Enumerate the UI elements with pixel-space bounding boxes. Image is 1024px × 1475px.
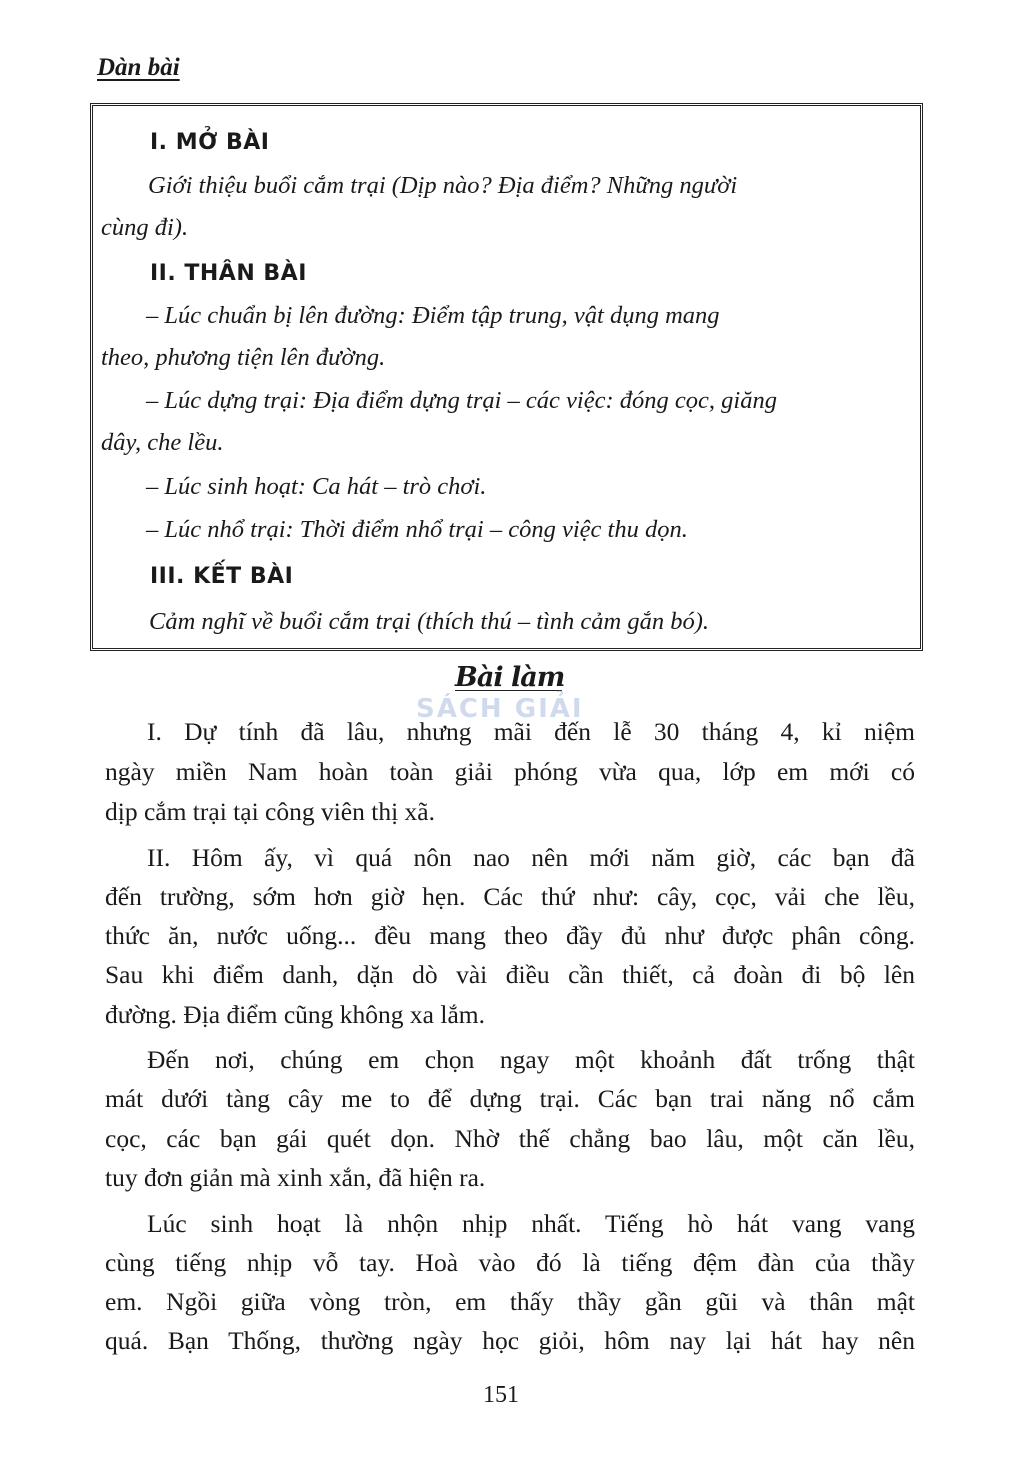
essay-line: đến trường, sớm hơn giờ hẹn. Các thứ như: cây, cọc, vải che lều, bbox=[105, 882, 915, 911]
heading-than-bai: II. THÂN BÀI bbox=[150, 261, 307, 286]
outline-line: – Lúc dựng trại: Địa điểm dựng trại – các việc: đóng cọc, giăng bbox=[146, 387, 777, 414]
outline-line: Cảm nghĩ về buổi cắm trại (thích thú – tình cảm gắn bó). bbox=[149, 608, 710, 635]
essay-line: I. Dự tính đã lâu, nhưng mãi đến lễ 30 tháng 4, kỉ niệm bbox=[147, 717, 915, 746]
essay-line: tuy đơn giản mà xinh xắn, đã hiện ra. bbox=[105, 1163, 486, 1192]
essay-line: em. Ngồi giữa vòng tròn, em thấy thầy gần gũi và thân mật bbox=[105, 1287, 915, 1316]
outline-line: – Lúc nhổ trại: Thời điểm nhổ trại – công việc thu dọn. bbox=[146, 516, 688, 543]
outline-line: dây, che lều. bbox=[101, 429, 224, 456]
essay-line: II. Hôm ấy, vì quá nôn nao nên mới năm giờ, các bạn đã bbox=[147, 843, 915, 872]
outline-line: theo, phương tiện lên đường. bbox=[101, 344, 386, 371]
outline-line: Giới thiệu buổi cắm trại (Dịp nào? Địa điểm? Những người bbox=[148, 172, 738, 199]
watermark: SÁCH GIẢI bbox=[416, 694, 584, 724]
essay-line: đường. Địa điểm cũng không xa lắm. bbox=[105, 1000, 485, 1029]
essay-line: thức ăn, nước uống... đều mang theo đầy đủ như được phân công. bbox=[105, 921, 915, 950]
page-number: 151 bbox=[483, 1382, 519, 1408]
essay-line: Đến nơi, chúng em chọn ngay một khoảnh đất trống thật bbox=[147, 1045, 915, 1074]
essay-line: quá. Bạn Thống, thường ngày học giỏi, hôm nay lại hát hay nên bbox=[105, 1326, 915, 1355]
heading-ket-bai: III. KẾT BÀI bbox=[150, 564, 294, 589]
essay-line: cùng tiếng nhịp vỗ tay. Hoà vào đó là tiếng đệm đàn của thầy bbox=[105, 1248, 915, 1277]
essay-line: dịp cắm trại tại công viên thị xã. bbox=[105, 797, 435, 826]
essay-line: mát dưới tàng cây me to để dựng trại. Các bạn trai năng nổ cắm bbox=[105, 1084, 915, 1113]
essay-title-underline bbox=[455, 690, 562, 691]
essay-title-text: Bài làm bbox=[455, 662, 565, 693]
essay-title bbox=[455, 662, 564, 693]
outline-title: Dàn bài bbox=[97, 54, 180, 81]
essay-line: Lúc sinh hoạt là nhộn nhịp nhất. Tiếng hò hát vang vang bbox=[147, 1209, 915, 1238]
essay-line: Sau khi điểm danh, dặn dò vài điều cần thiết, cả đoàn đi bộ lên bbox=[105, 960, 915, 989]
outline-line: cùng đi). bbox=[101, 214, 189, 241]
outline-box bbox=[90, 103, 923, 651]
outline-line: – Lúc sinh hoạt: Ca hát – trò chơi. bbox=[146, 473, 487, 500]
essay-line: ngày miền Nam hoàn toàn giải phóng vừa qua, lớp em mới có bbox=[105, 757, 915, 786]
heading-mo-bai: I. MỞ BÀI bbox=[150, 130, 270, 155]
outline-line: – Lúc chuẩn bị lên đường: Điểm tập trung, vật dụng mang bbox=[146, 302, 720, 329]
essay-line: cọc, các bạn gái quét dọn. Nhờ thế chẳng bao lâu, một căn lều, bbox=[105, 1124, 915, 1153]
